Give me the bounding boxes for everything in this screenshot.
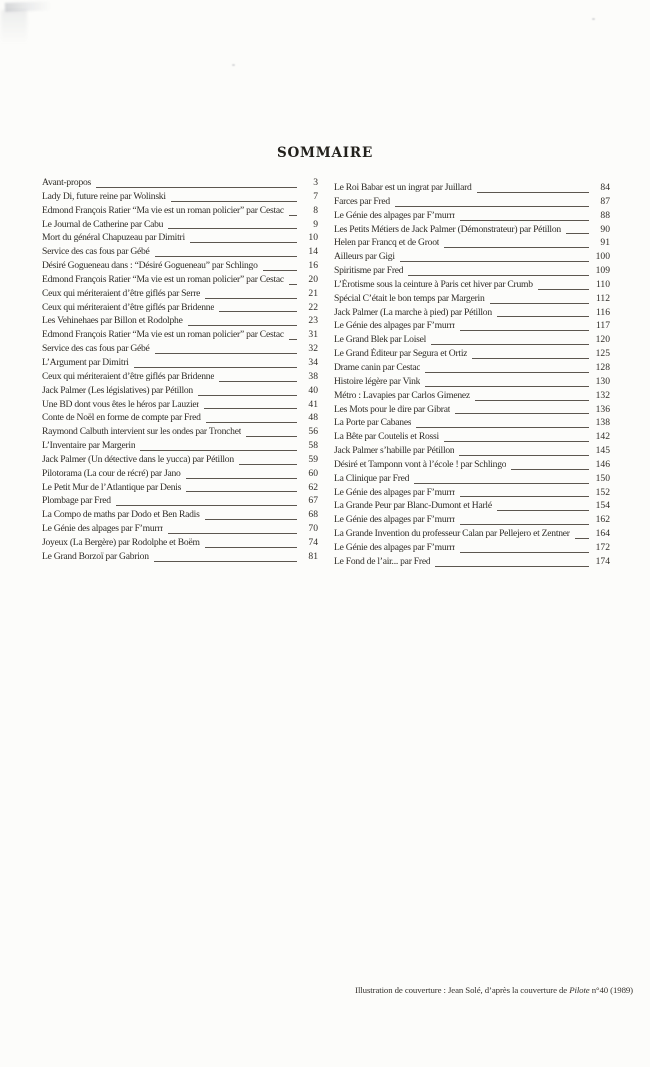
leader-line xyxy=(477,192,589,193)
toc-entry-page: 128 xyxy=(595,361,610,373)
toc-entry xyxy=(334,279,610,293)
toc-entry-page: 112 xyxy=(595,292,610,304)
toc-entry-page: 9 xyxy=(313,218,318,230)
leader-line xyxy=(289,215,297,216)
toc-entry-page: 41 xyxy=(308,398,318,410)
leader-line xyxy=(395,206,589,207)
toc-entry xyxy=(42,537,318,551)
toc-entry xyxy=(334,459,610,473)
toc-entry-title: L’Inventaire par Margerin xyxy=(42,440,136,452)
toc-entry-page: 90 xyxy=(600,223,610,235)
toc-entry-page: 154 xyxy=(595,500,610,512)
toc-entry-title: Jack Palmer s’habille par Pétillon xyxy=(334,445,455,457)
leader-line xyxy=(455,413,589,414)
toc-entry xyxy=(334,431,610,445)
toc-entry-page: 32 xyxy=(308,343,318,355)
toc-entry xyxy=(334,265,610,279)
leader-line xyxy=(460,552,589,553)
toc-entry-page: 120 xyxy=(595,334,610,346)
toc-entry xyxy=(42,357,318,371)
toc-entry-page: 56 xyxy=(308,426,318,438)
toc-entry-page: 91 xyxy=(600,237,610,249)
leader-line xyxy=(444,441,589,442)
leader-line xyxy=(414,483,589,484)
toc-entry xyxy=(42,260,318,274)
toc-entry xyxy=(42,288,318,302)
toc-entry-title: La Bête par Coutelis et Rossi xyxy=(334,431,439,443)
toc-entry-page: 3 xyxy=(313,177,318,188)
toc-entry-title: La Compo de maths par Dodo et Ben Radis xyxy=(42,509,200,521)
leader-line xyxy=(289,339,297,340)
toc-entry-page: 146 xyxy=(595,458,610,470)
toc-entry-title: Drame canin par Cestac xyxy=(334,361,421,373)
leader-line xyxy=(425,386,589,387)
toc-entry-title: Histoire légère par Vink xyxy=(334,375,421,387)
toc-entry-title: Lady Di, future reine par Wolinski xyxy=(42,190,166,202)
leader-line xyxy=(460,220,589,221)
leader-line xyxy=(435,566,589,567)
toc-entry-title: Service des cas fous par Gébé xyxy=(42,343,150,355)
toc-entry-page: 16 xyxy=(308,260,318,272)
toc-entry-title: Le Petit Mur de l’Atlantique par Denis xyxy=(42,481,182,493)
leader-line xyxy=(497,316,589,317)
leader-line xyxy=(186,491,297,492)
toc-entry-page: 10 xyxy=(308,232,318,244)
toc-entry-page: 130 xyxy=(595,375,610,387)
toc-entry xyxy=(334,348,610,362)
leader-line xyxy=(206,422,297,423)
toc-entry xyxy=(42,440,318,454)
toc-entry-page: 142 xyxy=(595,431,610,443)
toc-entry-title: Les Vehinehaes par Billon et Rodolphe xyxy=(42,315,183,327)
toc-entry xyxy=(334,500,610,514)
toc-entry-page: 7 xyxy=(313,190,318,202)
toc-entry-title: Edmond François Ratier “Ma vie est un roman policier” par Cestac xyxy=(42,204,284,216)
leader-line xyxy=(416,427,589,428)
toc-entry-title: La Clinique par Fred xyxy=(334,472,410,484)
toc-entry-title: Edmond François Ratier “Ma vie est un roman policier” par Cestac xyxy=(42,329,284,341)
toc-entry-page: 110 xyxy=(595,278,610,290)
toc-entry xyxy=(334,237,610,251)
scan-speck xyxy=(232,64,235,66)
toc-entry-title: Le Fond de l’air... par Fred xyxy=(334,555,431,567)
toc-entry-title: Helen par Francq et de Groot xyxy=(334,237,440,249)
cover-credit-prefix: Illustration de couverture : Jean Solé, d’après la couverture de xyxy=(355,985,570,995)
toc-entry xyxy=(42,191,318,205)
toc-entry xyxy=(334,514,610,528)
cover-credit-magazine: Pilote xyxy=(569,985,590,995)
toc-entry-page: 67 xyxy=(308,495,318,507)
toc-entry-page: 172 xyxy=(595,541,610,553)
toc-entry xyxy=(334,362,610,376)
toc-entry xyxy=(42,482,318,496)
leader-line xyxy=(155,256,297,257)
leader-line xyxy=(431,344,589,345)
toc-entry xyxy=(334,224,610,238)
toc-entry xyxy=(42,426,318,440)
toc-entry xyxy=(334,334,610,348)
toc-entry xyxy=(334,528,610,542)
leader-line xyxy=(198,395,297,396)
toc-entry xyxy=(42,177,318,191)
toc-entry-page: 21 xyxy=(308,287,318,299)
toc-entry-title: Pilotorama (La cour de récré) par Jano xyxy=(42,467,181,479)
toc-entry xyxy=(42,468,318,482)
leader-line xyxy=(511,469,589,470)
toc-entry-title: Une BD dont vous êtes le héros par Lauzier xyxy=(42,398,200,410)
toc-entry xyxy=(334,293,610,307)
toc-entry-title: L’Argument par Dimitri xyxy=(42,356,129,368)
leader-line xyxy=(154,561,297,562)
toc-entry-title: Spiritisme par Fred xyxy=(334,265,404,277)
toc-columns xyxy=(42,177,610,570)
toc-entry-title: La Grande Invention du professeur Calan par Pellejero et Zentner xyxy=(334,528,570,540)
leader-line xyxy=(408,275,589,276)
toc-entry xyxy=(42,385,318,399)
toc-column-left xyxy=(42,177,318,570)
toc-entry xyxy=(42,232,318,246)
toc-entry-page: 48 xyxy=(308,412,318,424)
toc-entry-title: Le Grand Éditeur par Segura et Ortiz xyxy=(334,348,468,360)
toc-entry xyxy=(334,542,610,556)
toc-entry-page: 132 xyxy=(595,389,610,401)
toc-entry-title: Service des cas fous par Gébé xyxy=(42,246,150,258)
toc-entry xyxy=(334,473,610,487)
toc-entry-page: 58 xyxy=(308,440,318,452)
toc-entry xyxy=(334,404,610,418)
toc-entry xyxy=(42,454,318,468)
leader-line xyxy=(289,284,297,285)
toc-entry-page: 59 xyxy=(308,453,318,465)
toc-entry-page: 162 xyxy=(595,514,610,526)
toc-entry-page: 14 xyxy=(308,246,318,258)
leader-line xyxy=(168,533,297,534)
page-title: SOMMAIRE xyxy=(276,145,374,161)
toc-entry-title: Joyeux (La Bergère) par Rodolphe et Boëm xyxy=(42,536,200,548)
leader-line xyxy=(205,547,297,548)
toc-entry-page: 22 xyxy=(308,301,318,313)
toc-entry-page: 40 xyxy=(308,384,318,396)
leader-line xyxy=(538,289,589,290)
toc-entry xyxy=(334,390,610,404)
leader-line xyxy=(140,450,297,451)
toc-entry-page: 136 xyxy=(595,403,610,415)
toc-entry-page: 116 xyxy=(595,306,610,318)
leader-line xyxy=(219,311,297,312)
toc-entry xyxy=(42,219,318,233)
toc-entry-page: 164 xyxy=(595,528,610,540)
toc-entry xyxy=(334,556,610,570)
toc-entry-title: Le Grand Borzoï par Gabrion xyxy=(42,550,149,562)
leader-line xyxy=(575,538,589,539)
toc-entry-title: Jack Palmer (Un détective dans le yucca) par Pétillon xyxy=(42,453,234,465)
toc-entry-page: 84 xyxy=(600,182,610,193)
toc-entry xyxy=(42,302,318,316)
toc-entry xyxy=(42,523,318,537)
toc-entry xyxy=(42,205,318,219)
leader-line xyxy=(155,353,297,354)
toc-entry-title: Le Génie des alpages par F’murrr xyxy=(334,486,456,498)
toc-entry-page: 152 xyxy=(595,486,610,498)
toc-entry-title: Conte de Noël en forme de compte par Fred xyxy=(42,412,201,424)
leader-line xyxy=(566,233,589,234)
toc-entry-title: Le Génie des alpages par F’murrr xyxy=(42,523,164,535)
toc-entry-title: Le Génie des alpages par F’murrr xyxy=(334,320,456,332)
toc-entry xyxy=(334,376,610,390)
leader-line xyxy=(190,242,297,243)
toc-entry xyxy=(334,307,610,321)
leader-line xyxy=(239,464,297,465)
toc-entry-page: 23 xyxy=(308,315,318,327)
toc-column-right xyxy=(334,182,610,570)
toc-entry-title: Le Grand Blek par Loisel xyxy=(334,334,427,346)
toc-entry-title: Ceux qui mériteraient d’être giflés par Bridenne xyxy=(42,301,215,313)
toc-entry-title: Ailleurs par Gigi xyxy=(334,251,395,263)
toc-entry-title: Jack Palmer (Les législatives) par Pétillon xyxy=(42,384,193,396)
leader-line xyxy=(444,247,589,248)
toc-entry xyxy=(42,371,318,385)
leader-line xyxy=(205,298,297,299)
toc-entry-title: Plombage par Fred xyxy=(42,495,111,507)
toc-entry-page: 88 xyxy=(600,209,610,221)
toc-entry-page: 68 xyxy=(308,509,318,521)
toc-entry-title: Les Mots pour le dire par Gibrat xyxy=(334,403,451,415)
leader-line xyxy=(116,505,297,506)
toc-entry-title: L’Érotisme sous la ceinture à Paris cet hiver par Crumb xyxy=(334,278,533,290)
toc-entry xyxy=(42,274,318,288)
toc-entry-title: Jack Palmer (La marche à pied) par Pétillon xyxy=(334,306,492,318)
toc-entry xyxy=(334,445,610,459)
toc-entry-title: Avant-propos xyxy=(42,177,92,188)
toc-entry-page: 20 xyxy=(308,273,318,285)
toc-entry xyxy=(42,315,318,329)
leader-line xyxy=(188,325,297,326)
toc-entry xyxy=(42,343,318,357)
toc-entry-page: 138 xyxy=(595,417,610,429)
toc-entry xyxy=(334,320,610,334)
toc-entry-title: Mort du général Chapuzeau par Dimitri xyxy=(42,232,185,244)
toc-entry xyxy=(42,399,318,413)
toc-entry-title: Raymond Calbuth intervient sur les ondes par Tronchet xyxy=(42,426,242,438)
toc-entry-title: Métro : Lavapies par Carlos Gimenez xyxy=(334,389,470,401)
toc-entry-title: Farces par Fred xyxy=(334,195,390,207)
toc-entry-title: Spécial C’était le bon temps par Margerin xyxy=(334,292,485,304)
toc-entry-title: Edmond François Ratier “Ma vie est un roman policier” par Cestac xyxy=(42,273,284,285)
leader-line xyxy=(205,519,297,520)
leader-line xyxy=(168,228,297,229)
toc-entry-title: La Grande Peur par Blanc-Dumont et Harlé xyxy=(334,500,492,512)
toc-entry-title: Le Génie des alpages par F’murrr xyxy=(334,514,456,526)
toc-entry-title: Désiré Gogueneau dans : “Désiré Gogueneau” par Schlingo xyxy=(42,260,258,272)
toc-entry-page: 81 xyxy=(308,550,318,562)
toc-entry xyxy=(42,246,318,260)
cover-credit-suffix: n°40 (1989) xyxy=(589,985,633,995)
toc-entry-title: Le Journal de Catherine par Cabu xyxy=(42,218,164,230)
toc-entry-page: 31 xyxy=(308,329,318,341)
toc-entry xyxy=(42,551,318,565)
toc-entry-page: 125 xyxy=(595,348,610,360)
leader-line xyxy=(186,478,297,479)
toc-entry-title: Les Petits Métiers de Jack Palmer (Démonstrateur) par Pétillon xyxy=(334,223,561,235)
toc-entry-page: 8 xyxy=(313,204,318,216)
leader-line xyxy=(96,187,297,188)
toc-entry-page: 174 xyxy=(595,555,610,567)
toc-entry-page: 60 xyxy=(308,467,318,479)
leader-line xyxy=(460,524,589,525)
leader-line xyxy=(263,270,297,271)
toc-entry xyxy=(42,329,318,343)
toc-entry-title: Ceux qui mériteraient d’être giflés par Serre xyxy=(42,287,201,299)
leader-line xyxy=(134,367,297,368)
leader-line xyxy=(497,510,589,511)
toc-entry xyxy=(334,182,610,196)
toc-entry-page: 100 xyxy=(595,251,610,263)
toc-entry-page: 38 xyxy=(308,370,318,382)
toc-entry xyxy=(334,210,610,224)
toc-entry-page: 145 xyxy=(595,445,610,457)
toc-entry-title: Le Roi Babar est un ingrat par Juillard xyxy=(334,182,472,193)
leader-line xyxy=(204,408,297,409)
scan-speck xyxy=(592,18,595,20)
toc-entry xyxy=(334,487,610,501)
toc-entry-page: 117 xyxy=(595,320,610,332)
leader-line xyxy=(459,455,589,456)
toc-entry-title: Ceux qui mériteraient d’être giflés par Bridenne xyxy=(42,370,215,382)
toc-entry-title: La Porte par Cabanes xyxy=(334,417,412,429)
leader-line xyxy=(219,381,297,382)
toc-entry-page: 34 xyxy=(308,356,318,368)
leader-line xyxy=(490,303,590,304)
leader-line xyxy=(472,358,589,359)
leader-line xyxy=(475,400,589,401)
toc-entry-page: 150 xyxy=(595,472,610,484)
leader-line xyxy=(246,436,297,437)
toc-entry-page: 87 xyxy=(600,195,610,207)
leader-line xyxy=(460,496,589,497)
scan-smudge xyxy=(1,10,27,44)
toc-entry-page: 74 xyxy=(308,536,318,548)
toc-entry-page: 70 xyxy=(308,523,318,535)
toc-entry xyxy=(334,417,610,431)
toc-entry xyxy=(42,509,318,523)
toc-entry xyxy=(42,412,318,426)
leader-line xyxy=(400,261,589,262)
toc-entry xyxy=(42,495,318,509)
toc-entry-page: 109 xyxy=(595,265,610,277)
toc-entry xyxy=(334,251,610,265)
leader-line xyxy=(171,201,297,202)
leader-line xyxy=(425,372,589,373)
toc-entry-page: 62 xyxy=(308,481,318,493)
leader-line xyxy=(460,330,589,331)
cover-credit xyxy=(355,985,633,995)
toc-entry-title: Le Génie des alpages par F’murrr xyxy=(334,209,456,221)
toc-entry-title: Désiré et Tamponn vont à l’école ! par Schlingo xyxy=(334,458,507,470)
toc-entry xyxy=(334,196,610,210)
toc-entry-title: Le Génie des alpages par F’murrr xyxy=(334,541,456,553)
